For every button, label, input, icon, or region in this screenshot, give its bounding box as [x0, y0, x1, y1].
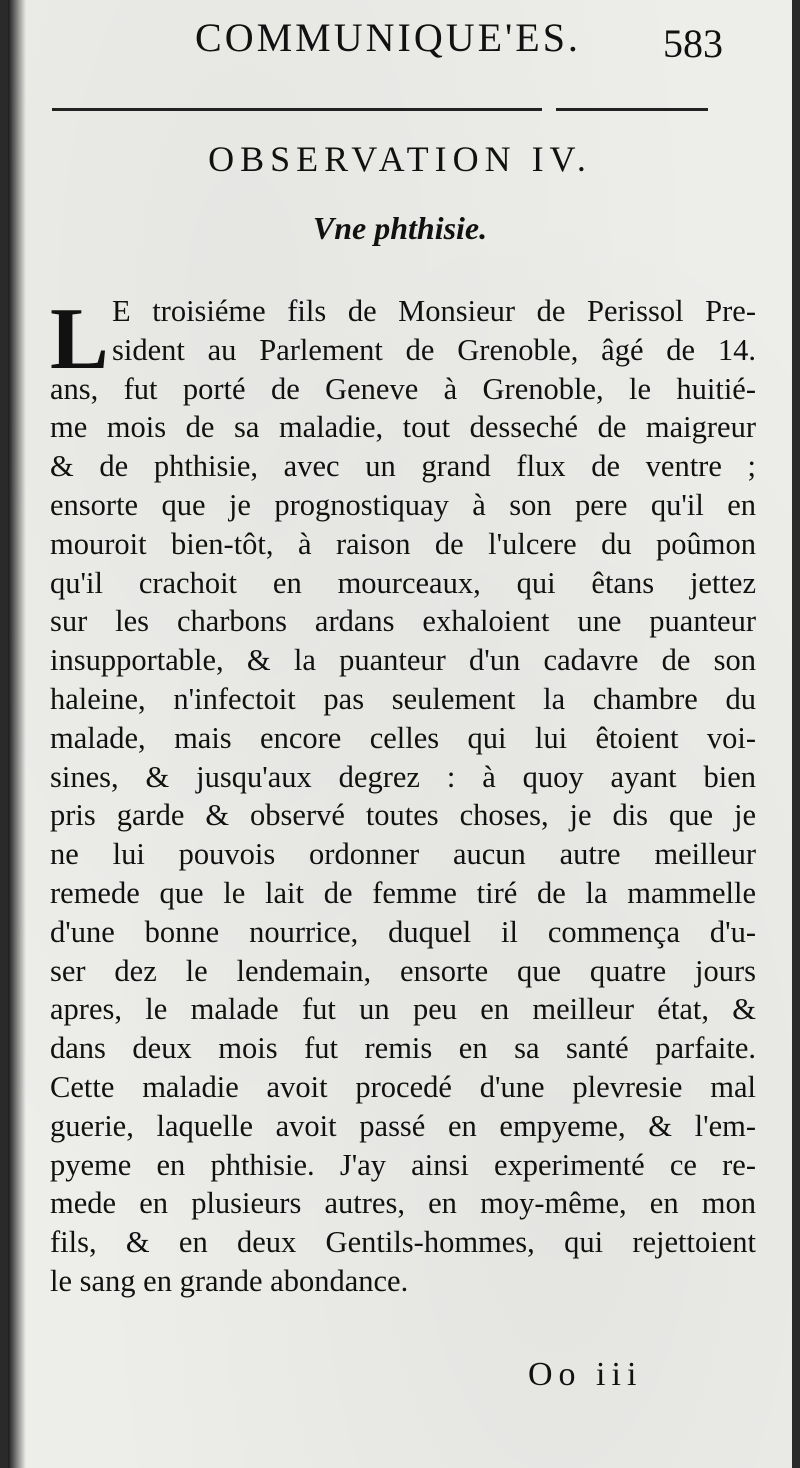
text-line: malade, mais encore celles qui lui êtoient voi- — [50, 720, 756, 755]
drop-cap: L — [50, 291, 109, 388]
text-line: sident au Parlement de Grenoble, âgé de 14. — [112, 332, 756, 367]
text-line: haleine, n'infectoit pas seulement la chambre du — [50, 681, 756, 716]
text-line: mede en plusieurs autres, en moy-même, en mon — [50, 1186, 756, 1221]
text-line: mouroit bien-tôt, à raison de l'ulcere du poûmon — [50, 526, 756, 561]
text-line: qu'il crachoit en mourceaux, qui êtans jettez — [50, 565, 756, 600]
text-line: E troisiéme fils de Monsieur de Perissol Pre- — [112, 294, 756, 328]
header-rule-right — [556, 108, 708, 111]
text-line: remede que le lait de femme tiré de la mammelle — [50, 875, 756, 910]
text-line: le sang en grande abondance. — [50, 1263, 409, 1298]
text-line: sines, & jusqu'aux degrez : à quoy ayant bien — [50, 759, 756, 794]
text-line: apres, le malade fut un peu en meilleur état, & — [50, 992, 756, 1027]
text-line: ans, fut porté de Geneve à Grenoble, le huitié- — [50, 371, 756, 406]
text-line: d'une bonne nourrice, duquel il commença d'u- — [50, 914, 756, 949]
text-line: pyeme en phthisie. J'ay ainsi experimenté ce re- — [50, 1147, 756, 1182]
signature-mark: Oo iii — [528, 1356, 643, 1393]
text-line: fils, & en deux Gentils-hommes, qui rejettoient — [50, 1225, 756, 1260]
text-line: ne lui pouvois ordonner aucun autre meilleur — [50, 837, 756, 872]
book-page — [8, 0, 792, 1468]
page-number: 583 — [663, 21, 723, 66]
text-line: insupportable, & la puanteur d'un cadavre de son — [50, 643, 756, 678]
text-line: ser dez le lendemain, ensorte que quatre jours — [50, 953, 756, 988]
text-line: Cette maladie avoit procedé d'une plevresie mal — [50, 1069, 756, 1104]
header-rule — [52, 108, 542, 111]
body-text — [50, 292, 756, 1301]
running-head: COMMUNIQUE'ES. — [195, 15, 581, 60]
text-line: dans deux mois fut remis en sa santé parfaite. — [50, 1031, 756, 1066]
observation-subtitle: Vne phthisie. — [312, 210, 488, 246]
text-line: sur les charbons ardans exhaloient une puanteur — [50, 604, 756, 639]
observation-title: OBSERVATION IV. — [208, 139, 592, 179]
text-line: guerie, laquelle avoit passé en empyeme, & l'em- — [50, 1108, 756, 1143]
text-line: & de phthisie, avec un grand flux de ventre ; — [50, 449, 756, 484]
text-line: ensorte que je prognostiquay à son pere qu'il en — [50, 487, 756, 522]
text-line: me mois de sa maladie, tout desseché de maigreur — [50, 410, 756, 445]
text-line: pris garde & observé toutes choses, je dis que je — [50, 798, 756, 833]
